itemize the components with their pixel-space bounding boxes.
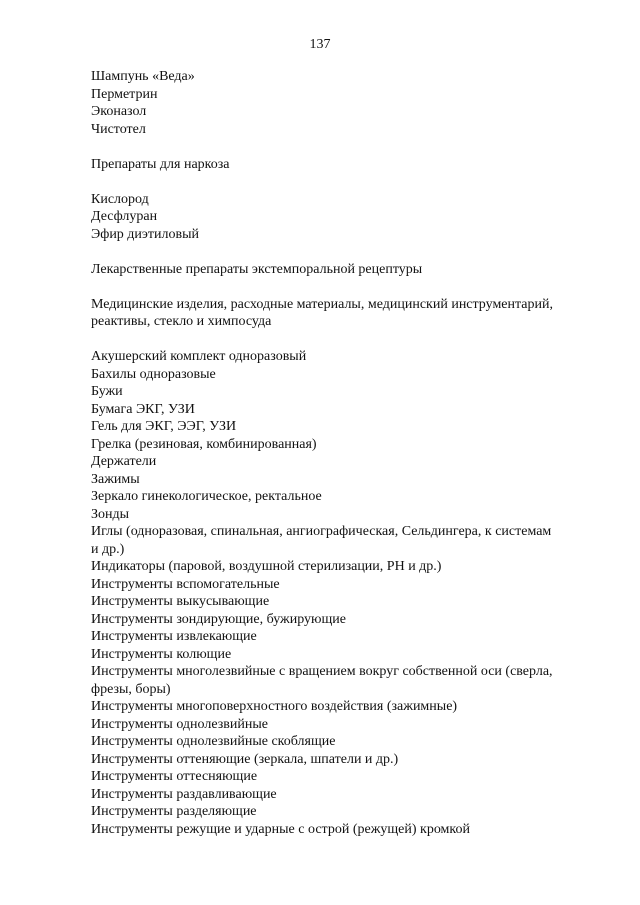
list-item: Шампунь «Веда» <box>91 69 195 84</box>
list-item: Бужи <box>91 384 123 399</box>
list-item: Инструменты извлекающие <box>91 629 257 644</box>
list-item: Бахилы одноразовые <box>91 366 216 382</box>
list-item: Инструменты выкусывающие <box>91 594 270 609</box>
list-item: Десфлуран <box>91 209 158 224</box>
list-item: Бумага ЭКГ, УЗИ <box>91 401 195 417</box>
list-item: Инструменты оттесняющие <box>91 769 258 784</box>
list-item: фрезы, боры) <box>91 681 171 697</box>
list-item: Зажимы <box>91 471 140 487</box>
page-number: 137 <box>309 37 331 52</box>
list-item: Инструменты разделяющие <box>91 804 257 819</box>
list-item: Инструменты режущие и ударные с острой (режущей) кромкой <box>91 821 470 837</box>
list-item: Эфир диэтиловый <box>91 226 200 242</box>
list-item: Зеркало гинекологическое, ректальное <box>91 489 322 504</box>
list-item: Эконазол <box>91 104 147 119</box>
list-item: Инструменты зондирующие, бужирующие <box>91 611 346 627</box>
list-item: Гель для ЭКГ, ЭЭГ, УЗИ <box>91 419 237 434</box>
list-item: Зонды <box>91 506 130 522</box>
section-heading-anesthesia: Препараты для наркоза <box>91 156 230 172</box>
list-item: Акушерский комплект одноразовый <box>91 349 307 364</box>
list-item: Индикаторы (паровой, воздушной стерилизации, PH и др.) <box>91 559 442 574</box>
list-item: Держатели <box>91 454 157 469</box>
list-item: Инструменты многоповерхностного воздействия (зажимные) <box>91 699 458 714</box>
list-block-3 <box>91 348 591 838</box>
list-item: Кислород <box>91 191 149 207</box>
list-item: Инструменты раздавливающие <box>91 786 277 802</box>
list-item: Инструменты оттеняющие (зеркала, шпатели и др.) <box>91 751 399 767</box>
section-heading-devices <box>91 296 591 331</box>
list-block-1 <box>91 68 591 138</box>
section-heading-devices-line-2: реактивы, стекло и химпосуда <box>91 314 272 329</box>
list-item: и др.) <box>91 541 125 557</box>
list-item: Инструменты вспомогательные <box>91 576 280 592</box>
list-item: Инструменты многолезвийные с вращением вокруг собственной оси (сверла, <box>91 664 553 679</box>
list-item: Инструменты однолезвийные скоблящие <box>91 734 336 749</box>
document-body <box>91 68 591 838</box>
list-item: Иглы (одноразовая, спинальная, ангиографическая, Сельдингера, к системам <box>91 524 552 539</box>
list-item: Инструменты колющие <box>91 646 232 662</box>
list-block-2 <box>91 191 591 244</box>
section-heading-extemporal: Лекарственные препараты экстемпоральной рецептуры <box>91 261 423 277</box>
list-item: Перметрин <box>91 86 158 102</box>
list-item: Чистотел <box>91 121 146 137</box>
list-item: Грелка (резиновая, комбинированная) <box>91 436 317 452</box>
section-heading-devices-line-1: Медицинские изделия, расходные материалы, медицинский инструментарий, <box>91 296 553 312</box>
list-item: Инструменты однолезвийные <box>91 716 268 732</box>
